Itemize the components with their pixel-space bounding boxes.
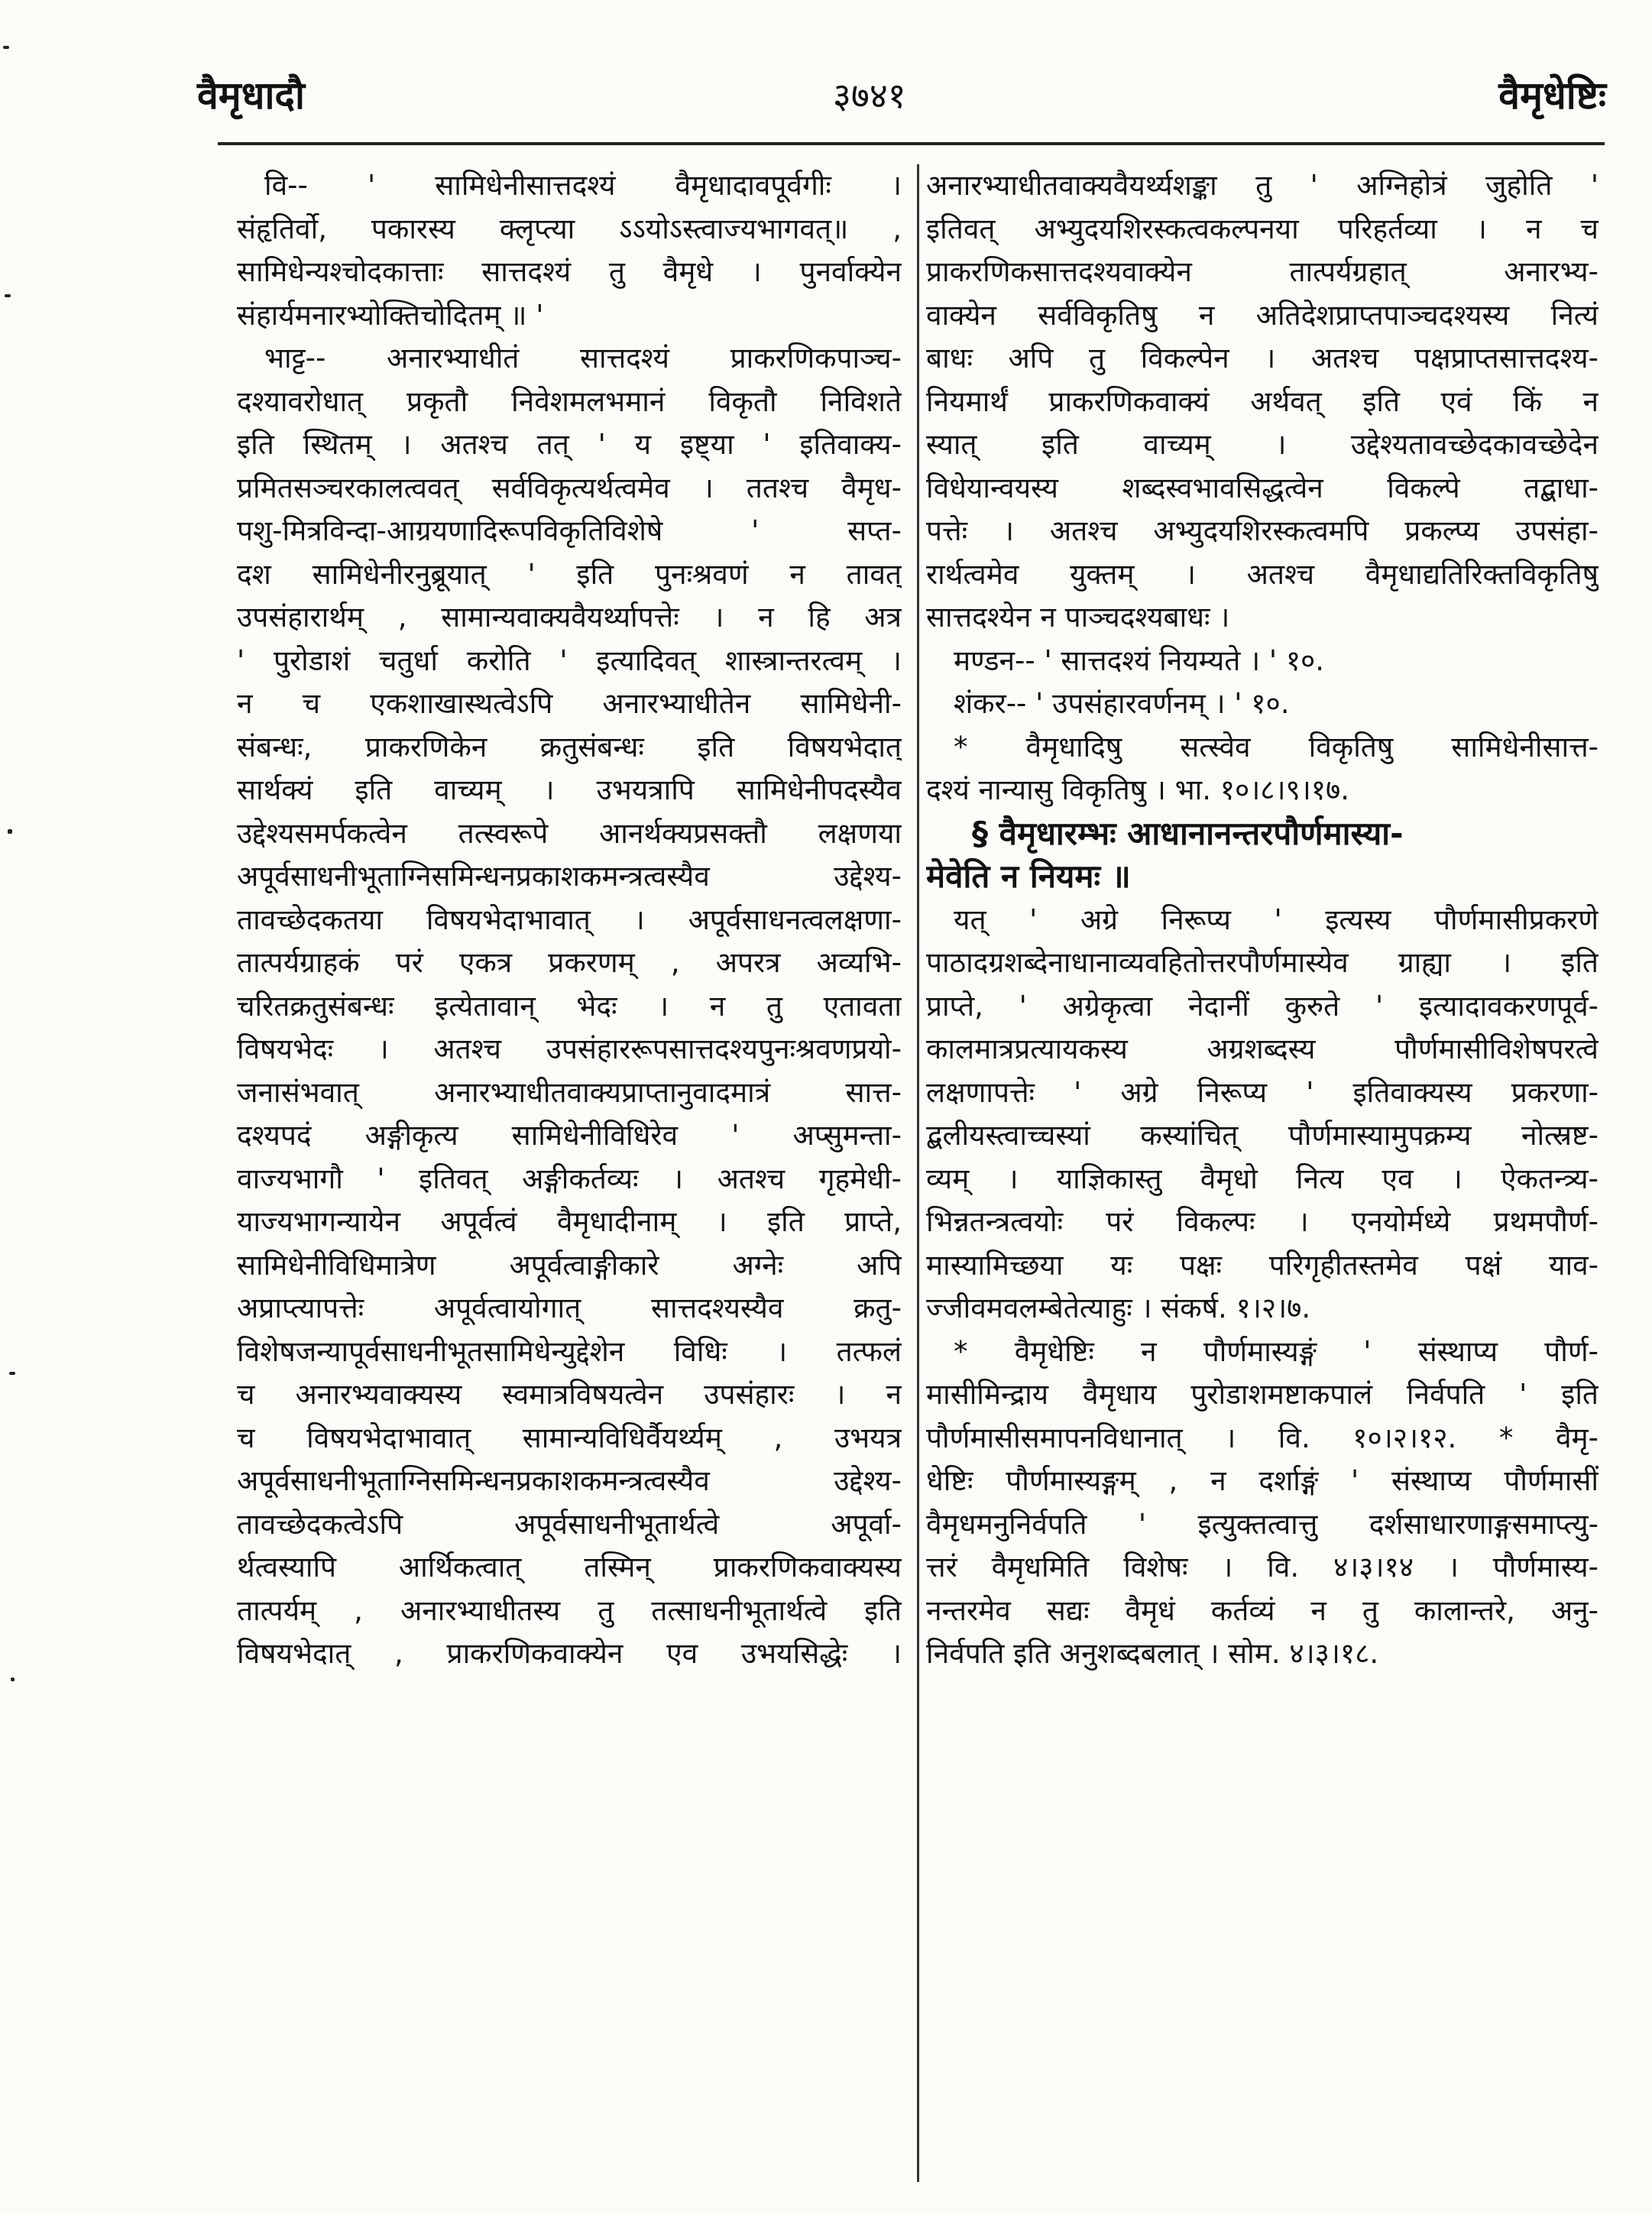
text-line: लक्षणापत्तेः ' अग्रे निरूप्य ' इतिवाक्यस्य प्रकरणा-: [926, 1075, 1599, 1109]
text-line: * वैमृधेष्टिः न पौर्णमास्यङ्गं ' संस्थाप्य पौर्ण-: [954, 1334, 1599, 1368]
text-line: उपसंहारार्थम् , सामान्यवाक्यवैयर्थ्यापत्तेः । न हि अत्र: [237, 601, 902, 634]
text-line: तावच्छेदकत्वेऽपि अपूर्वसाधनीभूतार्थत्वे अपूर्वा-: [237, 1507, 902, 1541]
text-line: तावच्छेदकतया विषयभेदाभावात् । अपूर्वसाधनत्वलक्षणा-: [237, 903, 902, 936]
text-line: सामिधेनीविधिमात्रेण अपूर्वत्वाङ्गीकारे अग्नेः अपि: [237, 1248, 902, 1282]
scan-speck: [3, 46, 9, 49]
text-line: * वैमृधादिषु सत्स्वेव विकृतिषु सामिधेनीसात्त-: [954, 730, 1599, 763]
page-number: ३७४१: [833, 75, 906, 116]
text-line: प्राकरणिकसात्तदश्यवाक्येन तात्पर्यग्रहात् अनारभ्य-: [926, 255, 1599, 288]
text-line: जनासंभवात् अनारभ्याधीतवाक्यप्राप्तानुवादमात्रं सात्त-: [237, 1075, 902, 1109]
text-line: र्थत्वस्यापि आर्थिकत्वात् तस्मिन् प्राकरणिकवाक्यस्य: [237, 1551, 902, 1584]
text-line: इति स्थितम् । अतश्च तत् ' य इष्ट्या ' इतिवाक्य-: [237, 428, 902, 461]
section-heading: § वैमृधारम्भः आधानानन्तरपौर्णमास्या-: [972, 814, 1404, 852]
text-line: उद्देश्यसमर्पकत्वेन तत्स्वरूपे आनर्थक्यप्रसक्तौ लक्षणया: [237, 816, 902, 850]
text-line: नन्तरमेव सद्यः वैमृधं कर्तव्यं न तु कालान्तरे, अनु-: [926, 1593, 1599, 1627]
text-line: वैमृधमनुनिर्वपति ' इत्युक्तत्वात्तु दर्शसाधारणाङ्गसमाप्त्यु-: [926, 1507, 1599, 1541]
left-column: [237, 164, 902, 1676]
text-line: संबन्धः, प्राकरणिकेन क्रतुसंबन्धः इति विषयभेदात्: [237, 730, 902, 763]
scan-speck: [9, 1372, 15, 1375]
text-line: संहार्यमनारभ्योक्तिचोदितम् ॥ ': [237, 298, 544, 332]
text-line: पाठादग्रशब्देनाधानाव्यवहितोत्तरपौर्णमास्येव ग्राह्या । इति: [926, 946, 1599, 979]
text-line: निर्वपति इति अनुशब्दबलात् । सोम. ४।३।१८.: [926, 1637, 1379, 1670]
text-line: ज्जीवमवलम्बेतेत्याहुः । संकर्ष. १।२।७.: [926, 1292, 1311, 1324]
text-line: दश्यं नान्यासु विकृतिषु । भा. १०।८।९।१७.: [926, 773, 1350, 806]
text-line: न च एकशाखास्थत्वेऽपि अनारभ्याधीतेन सामिधेनी-: [237, 687, 902, 720]
text-line: दश्यपदं अङ्गीकृत्य सामिधेनीविधिरेव ' अप्सुमन्ता-: [237, 1119, 902, 1152]
running-head-left: वैमृधादौ: [197, 73, 305, 118]
text-line: व्यम् । याज्ञिकास्तु वैमृधो नित्य एव । ऐकतन्त्र्य-: [926, 1162, 1599, 1195]
text-line: विषयभेदात् , प्राकरणिकवाक्येन एव उभयसिद्धेः ।: [237, 1637, 902, 1670]
text-line: याज्यभागन्यायेन अपूर्वत्वं वैमृधादीनाम् । इति प्राप्ते,: [237, 1205, 902, 1238]
text-line: प्रमितसञ्चरकालत्ववत् सर्वविकृत्यर्थत्वमेव । ततश्च वैमृध-: [237, 471, 902, 504]
text-line: तात्पर्यम् , अनारभ्याधीतस्य तु तत्साधनीभूतार्थत्वे इति: [237, 1593, 902, 1627]
text-line: पशु-मित्रविन्दा-आग्रयणादिरूपविकृतिविशेषे ' सप्त-: [237, 514, 902, 547]
text-line: विधेयान्वयस्य शब्दस्वभावसिद्धत्वेन विकल्पे तद्बाधा-: [926, 471, 1599, 504]
text-line: पौर्णमासीसमापनविधानात् । वि. १०।२।१२. * वैमृ-: [926, 1421, 1599, 1454]
text-line: च अनारभ्यवाक्यस्य स्वमात्रविषयत्वेन उपसंहारः । न: [237, 1378, 902, 1411]
text-line: त्तरं वैमृधमिति विशेषः । वि. ४।३।१४ । पौर्णमास्य-: [926, 1551, 1599, 1584]
text-line: ' पुरोडाशं चतुर्धा करोति ' इत्यादिवत् शास्त्रान्तरत्वम् ।: [237, 643, 902, 677]
text-line: दश सामिधेनीरनुब्रूयात् ' इति पुनःश्रवणं न तावत्: [237, 557, 902, 591]
text-line: प्राप्ते, ' अग्रेकृत्वा नेदानीं कुरुते ' इत्यादावकरणपूर्व-: [926, 989, 1599, 1023]
text-line: मास्यामिच्छया यः पक्षः परिगृहीतस्तमेव पक्षं याव-: [926, 1248, 1599, 1282]
column-divider: [917, 164, 919, 2182]
text-line: अपूर्वसाधनीभूताग्निसमिन्धनप्रकाशकमन्त्रत्वस्यैव उद्देश्य-: [237, 860, 902, 893]
right-column: [926, 164, 1599, 1676]
text-line: अनारभ्याधीतवाक्यवैयर्थ्यशङ्का तु ' अग्निहोत्रं जुहोति ': [926, 169, 1599, 202]
text-line: सामिधेन्यश्चोदकात्ताः सात्तदश्यं तु वैमृधे । पुनर्वाक्येन: [237, 255, 902, 288]
text-line: च विषयभेदाभावात् सामान्यविधिर्वैयर्थ्यम् , उभयत्र: [237, 1421, 902, 1454]
text-line: बाधः अपि तु विकल्पेन । अतश्च पक्षप्राप्तसात्तदश्य-: [926, 342, 1599, 374]
text-line: वाज्यभागौ ' इतिवत् अङ्गीकर्तव्यः । अतश्च गृहमेधी-: [237, 1162, 902, 1195]
text-line: भिन्नतन्त्रत्वयोः परं विकल्पः । एनयोर्मध्ये प्रथमपौर्ण-: [926, 1205, 1599, 1238]
text-line: धेष्टिः पौर्णमास्यङ्गम् , न दर्शाङ्गं ' संस्थाप्य पौर्णमासीं: [926, 1464, 1599, 1497]
text-line: सात्तदश्येन न पाञ्चदश्यबाधः ।: [926, 601, 1230, 634]
text-line: चरितक्रतुसंबन्धः इत्येतावान् भेदः । न तु एतावता: [237, 989, 902, 1023]
text-line: इतिवत् अभ्युदयशिरस्कत्वकल्पनया परिहर्तव्या । न च: [926, 212, 1599, 245]
text-line: वि-- ' सामिधेनीसात्तदश्यं वैमृधादावपूर्वगीः ।: [264, 169, 902, 202]
text-line: नियमार्थं प्राकरणिकवाक्यं अर्थवत् इति एवं किं न: [926, 384, 1599, 418]
text-line: संहृतिर्वो, पकारस्य क्लृप्त्या ऽऽयोऽस्त्वाज्यभागवत्॥ ,: [237, 212, 902, 245]
text-line: कालमात्रप्रत्यायकस्य अग्रशब्दस्य पौर्णमासीविशेषपरत्वे: [926, 1032, 1599, 1065]
text-line: भाट्ट-- अनारभ्याधीतं सात्तदश्यं प्राकरणिकपाञ्च-: [264, 342, 902, 374]
text-line: वाक्येन सर्वविकृतिषु न अतिदेशप्राप्तपाञ्चदश्यस्य नित्यं: [926, 298, 1599, 332]
text-line: तात्पर्यग्राहकं परं एकत्र प्रकरणम् , अपरत्र अव्यभि-: [237, 946, 902, 979]
running-head-right: वैमृधेष्टिः: [1498, 73, 1606, 118]
scan-speck: [5, 294, 11, 297]
text-line: पत्तेः । अतश्च अभ्युदयशिरस्कत्वमपि प्रकल्प्य उपसंहा-: [926, 514, 1599, 547]
scan-speck: [11, 1678, 15, 1681]
text-line: अप्राप्त्यापत्तेः अपूर्वत्वायोगात् सात्तदश्यस्यैव क्रतु-: [237, 1292, 902, 1324]
text-line: यत् ' अग्रे निरूप्य ' इत्यस्य पौर्णमासीप्रकरणे: [954, 903, 1599, 936]
text-line: मासीमिन्द्राय वैमृधाय पुरोडाशमष्टाकपालं निर्वपति ' इति: [926, 1378, 1599, 1411]
text-line: विशेषजन्यापूर्वसाधनीभूतसामिधेन्युद्देशेन विधिः । तत्फलं: [237, 1334, 902, 1368]
text-line: अपूर्वसाधनीभूताग्निसमिन्धनप्रकाशकमन्त्रत्वस्यैव उद्देश्य-: [237, 1464, 902, 1497]
header-rule: [218, 142, 1605, 145]
text-line: रार्थत्वमेव युक्तम् । अतश्च वैमृधाद्यतिरिक्तविकृतिषु: [926, 557, 1599, 591]
section-heading-cont: मेवेति न नियमः ॥: [926, 857, 1131, 895]
text-line: स्यात् इति वाच्यम् । उद्देश्यतावच्छेदकावच्छेदेन: [926, 428, 1599, 461]
text-line: द्बलीयस्त्वाच्चस्यां कस्यांचित् पौर्णमास्यामुपक्रम्य नोत्स्रष्ट-: [926, 1119, 1599, 1152]
verse-reference-mandana: मण्डन-- ' सात्तदश्यं नियम्यते । ' १०.: [954, 643, 1325, 677]
text-line: विषयभेदः । अतश्च उपसंहाररूपसात्तदश्यपुनःश्रवणप्रयो-: [237, 1032, 902, 1065]
text-line: सार्थक्यं इति वाच्यम् । उभयत्रापि सामिधेनीपदस्यैव: [237, 773, 902, 806]
text-line: दश्यावरोधात् प्रकृतौ निवेशमलभमानं विकृतौ निविशते: [237, 384, 902, 418]
scan-speck: [8, 829, 12, 834]
verse-reference-shankara: शंकर-- ' उपसंहारवर्णनम् । ' १०.: [954, 687, 1290, 720]
